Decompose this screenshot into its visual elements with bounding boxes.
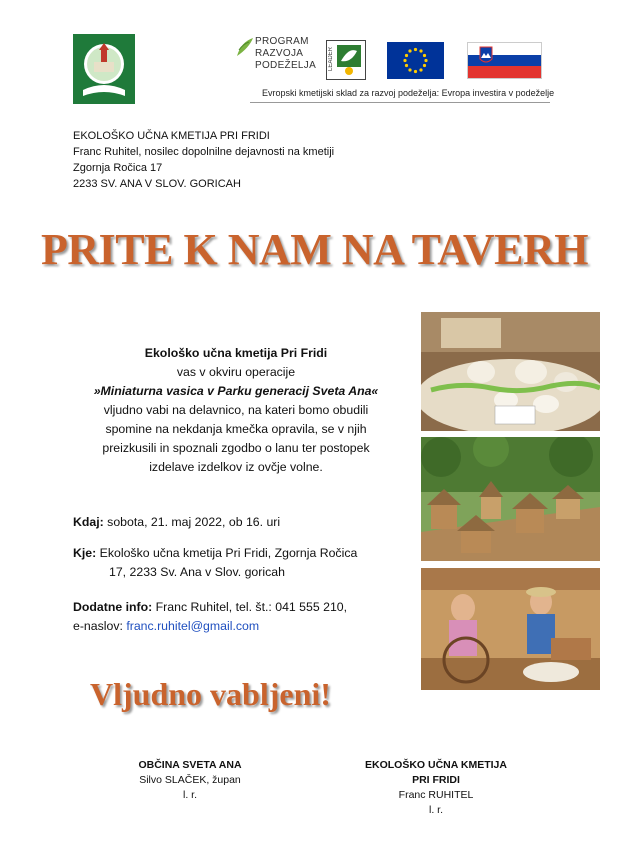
sender-line: Zgornja Ročica 17 <box>73 162 163 174</box>
closing-greeting: Vljudno vabljeni! <box>90 676 331 712</box>
photo-wool-sheep <box>421 312 600 431</box>
leader-logo-text: LEADER <box>328 47 334 72</box>
signature-farm <box>356 758 516 818</box>
program-logo-line: PROGRAM <box>255 36 309 47</box>
info-value: Franc Ruhitel, tel. št.: 041 555 210, <box>155 600 348 614</box>
sender-address <box>73 128 334 192</box>
sender-line: EKOLOŠKO UČNA KMETIJA PRI FRIDI <box>73 130 270 142</box>
email-label: e-naslov: <box>73 619 123 633</box>
signature-mark: l. r. <box>428 804 443 816</box>
photo-spinning-workshop <box>421 568 600 690</box>
leaf-icon <box>235 36 255 58</box>
signature-name: Silvo SLAČEK, župan <box>139 774 241 786</box>
signature-org: OBČINA SVETA ANA <box>138 759 242 771</box>
when-value: sobota, 21. maj 2022, ob 16. uri <box>107 515 281 529</box>
signature-org: EKOLOŠKO UČNA KMETIJA <box>365 759 507 771</box>
invitation-body-line: spomine na nekdanja kmečka opravila, se v njih <box>105 422 367 436</box>
signature-name: Franc RUHITEL <box>398 789 474 801</box>
event-contact <box>73 598 413 636</box>
invitation-body-line: vljudno vabi na delavnico, na kateri bomo obudili <box>103 403 369 417</box>
invitation-operation: »Miniaturna vasica v Parku generacij Sveta Ana« <box>93 384 379 398</box>
sender-line: 2233 SV. ANA V SLOV. GORICAH <box>73 178 241 190</box>
invitation-farm: Ekološko učna kmetija Pri Fridi <box>144 346 328 360</box>
slovenia-flag-icon <box>467 42 542 79</box>
when-label: Kdaj: <box>73 515 104 529</box>
invitation-text <box>66 344 406 477</box>
invitation-body-line: izdelave izdelkov iz ovčje volne. <box>149 460 323 474</box>
header-divider <box>250 102 550 103</box>
invitation-intro: vas v okviru operacije <box>176 365 296 379</box>
sender-line: Franc Ruhitel, nosilec dopolnilne dejavnosti na kmetiji <box>73 146 335 158</box>
email-link[interactable]: franc.ruhitel@gmail.com <box>126 619 260 633</box>
event-when <box>73 513 280 532</box>
where-value: Ekološko učna kmetija Pri Fridi, Zgornja Ročica <box>99 546 358 560</box>
page-title: PRITE K NAM NA TAVERH <box>41 225 588 274</box>
invitation-body-line: preizkusili in spoznali zgodbo o lanu ter postopek <box>102 441 370 455</box>
where-label: Kje: <box>73 546 97 560</box>
signature-org: PRI FRIDI <box>412 774 460 786</box>
where-value-continued: 17, 2233 Sv. Ana v Slov. goricah <box>109 565 285 579</box>
program-logo-line: RAZVOJA <box>255 48 304 59</box>
leader-logo-icon <box>326 40 366 80</box>
municipality-crest-icon <box>73 34 135 104</box>
photo-miniature-village <box>421 437 600 561</box>
program-razvoja-podezelja-logo <box>235 36 315 82</box>
signature-municipality <box>110 758 270 803</box>
signature-mark: l. r. <box>182 789 197 801</box>
eu-flag-icon <box>387 42 444 79</box>
program-logo-line: PODEŽELJA <box>255 60 317 71</box>
fund-caption: Evropski kmetijski sklad za razvoj podeželja: Evropa investira v podeželje <box>262 88 555 98</box>
info-label: Dodatne info: <box>73 600 153 614</box>
event-where <box>73 544 413 582</box>
